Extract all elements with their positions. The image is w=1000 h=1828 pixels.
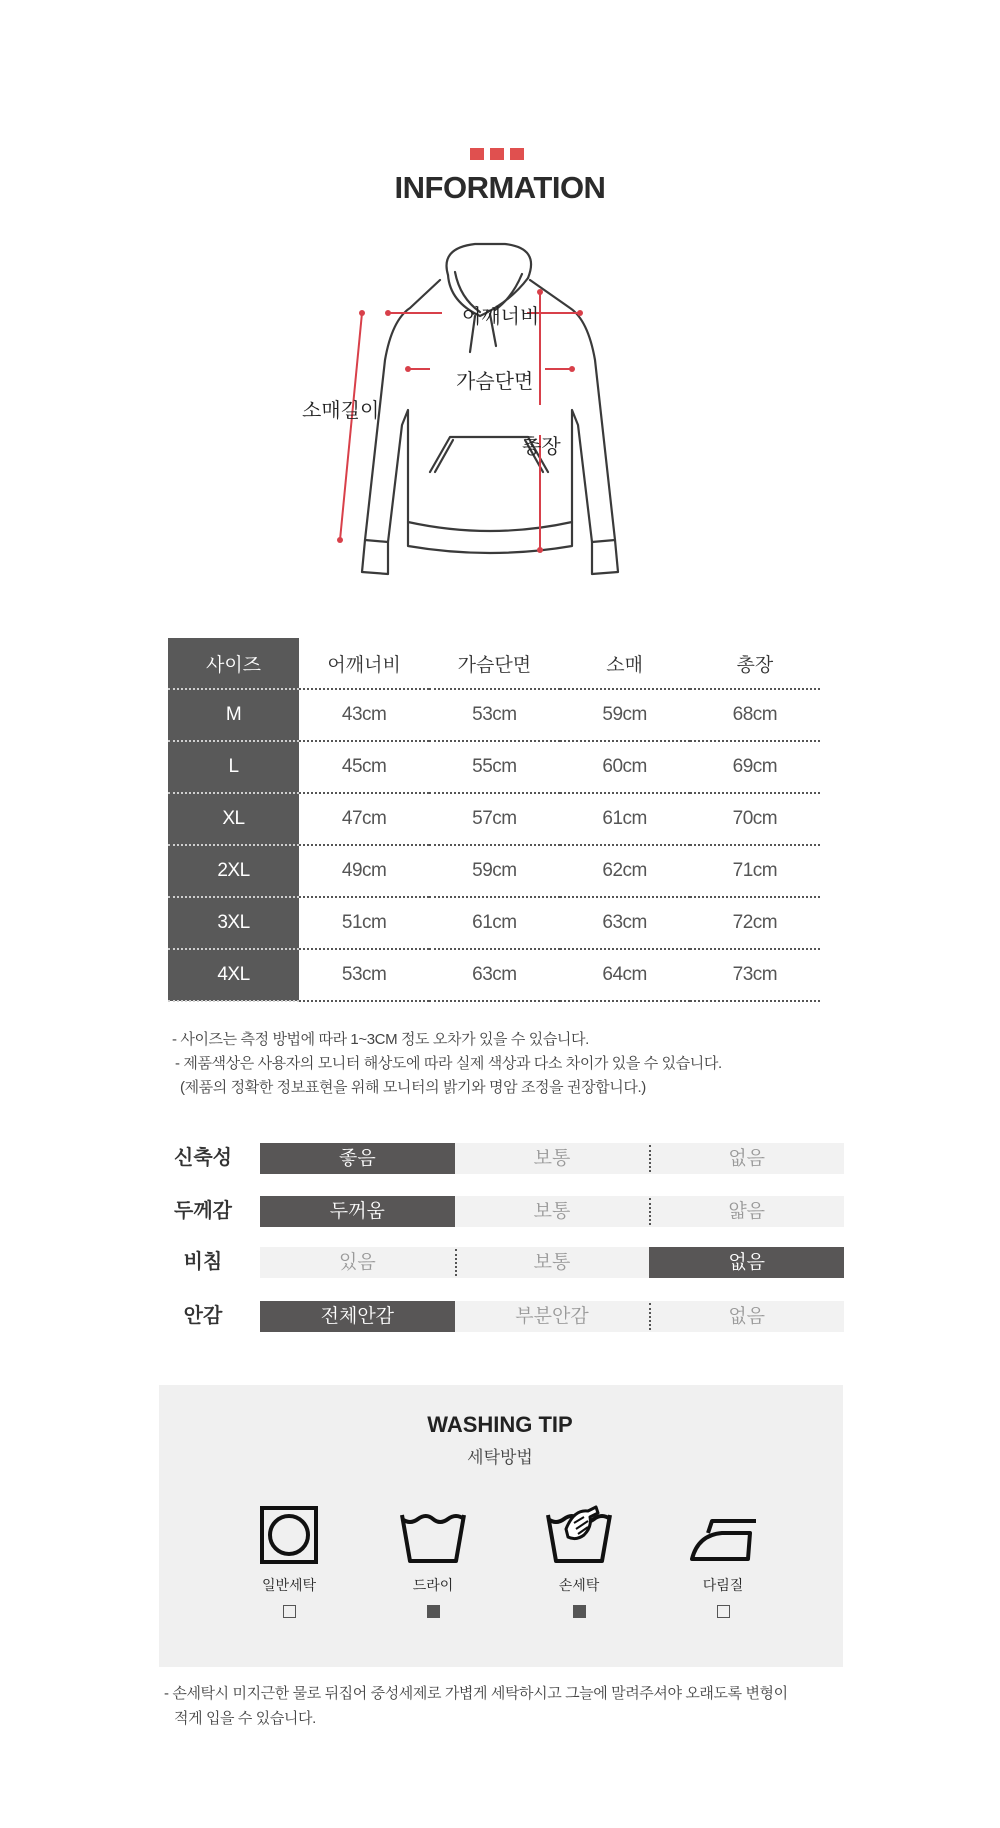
dry-wash-basin-icon: [398, 1505, 468, 1565]
size-cell: 4XL: [168, 949, 299, 1001]
attribute-row-thickness: [168, 1196, 844, 1227]
note-line: - 제품색상은 사용자의 모니터 해상도에 따라 실제 색상과 다소 차이가 있을 수 있습니다.: [175, 1055, 722, 1072]
attribute-label: 신축성: [174, 1147, 232, 1169]
attribute-row-stretch: [168, 1143, 844, 1174]
attribute-scale: [260, 1301, 844, 1332]
size-notes: [172, 1028, 722, 1100]
attribute-scale: [260, 1247, 844, 1278]
table-row: [168, 949, 820, 1001]
size-table-header: 어깨너비: [299, 638, 429, 689]
table-cell: 60cm: [560, 741, 690, 793]
table-cell: 43cm: [299, 689, 429, 741]
table-cell: 73cm: [690, 949, 820, 1001]
washing-tip-title: WASHING TIP: [427, 1412, 573, 1437]
wash-item-label: 다림질: [702, 1577, 744, 1593]
table-cell: 70cm: [690, 793, 820, 845]
attribute-option: 없음: [649, 1301, 844, 1332]
size-table: [168, 638, 820, 1002]
attribute-row-lining: [168, 1301, 844, 1332]
attribute-option: 좋음: [260, 1143, 455, 1174]
note-line: - 사이즈는 측정 방법에 따라 1~3CM 정도 오차가 있을 수 있습니다.: [172, 1031, 589, 1048]
table-cell: 63cm: [429, 949, 559, 1001]
wash-item-dry: [373, 1505, 493, 1618]
size-cell: XL: [168, 793, 299, 845]
wash-item-label: 일반세탁: [261, 1577, 317, 1593]
table-cell: 55cm: [429, 741, 559, 793]
table-cell: 59cm: [429, 845, 559, 897]
wash-item-checkbox: [283, 1605, 296, 1618]
table-cell: 53cm: [299, 949, 429, 1001]
size-table-header: 사이즈: [168, 638, 299, 689]
page-title: INFORMATION: [394, 170, 606, 205]
size-cell: 3XL: [168, 897, 299, 949]
washing-note: [164, 1681, 788, 1731]
washing-tip-subtitle: 세탁방법: [467, 1448, 533, 1467]
attribute-scale: [260, 1196, 844, 1227]
note-line: 적게 입을 수 있습니다.: [174, 1710, 316, 1727]
table-cell: 68cm: [690, 689, 820, 741]
chest-width-label: 가슴단면: [456, 371, 534, 393]
attribute-option: 보통: [455, 1247, 650, 1278]
note-line: (제품의 정확한 정보표현을 위해 모니터의 밝기와 명암 조정을 권장합니다.): [180, 1079, 646, 1096]
hand-wash-icon: [544, 1505, 614, 1565]
table-cell: 61cm: [429, 897, 559, 949]
size-table-header-row: [168, 638, 820, 689]
table-row: [168, 897, 820, 949]
attribute-option: 없음: [649, 1143, 844, 1174]
attribute-option: 부분안감: [515, 1306, 589, 1327]
table-cell: 72cm: [690, 897, 820, 949]
wash-item-checkbox: [573, 1605, 586, 1618]
wash-item-label: 드라이: [412, 1577, 454, 1593]
table-cell: 53cm: [429, 689, 559, 741]
table-cell: 62cm: [560, 845, 690, 897]
attribute-option: 두꺼움: [260, 1196, 455, 1227]
table-cell: 51cm: [299, 897, 429, 949]
wash-item-checkbox: [717, 1605, 730, 1618]
attribute-label: 비침: [183, 1251, 223, 1273]
table-cell: 71cm: [690, 845, 820, 897]
attribute-label: 두께감: [174, 1200, 232, 1222]
iron-icon: [686, 1505, 760, 1565]
total-length-label: 총장: [522, 436, 561, 458]
size-cell: 2XL: [168, 845, 299, 897]
table-cell: 63cm: [560, 897, 690, 949]
attribute-scale: [260, 1143, 844, 1174]
note-line: - 손세탁시 미지근한 물로 뒤집어 중성세제로 가볍게 세탁하시고 그늘에 말려주셔야 오래도록 변형이: [164, 1685, 788, 1702]
attribute-option: 얇음: [649, 1196, 844, 1227]
table-cell: 49cm: [299, 845, 429, 897]
sleeve-length-label: 소매길이: [302, 400, 380, 422]
attribute-row-sheerness: [168, 1247, 844, 1278]
table-cell: 69cm: [690, 741, 820, 793]
header-accent-squares: [470, 148, 530, 160]
wash-item-iron: [663, 1505, 783, 1618]
size-table-header: 소매: [560, 638, 690, 689]
wash-item-hand: [519, 1505, 639, 1618]
table-cell: 59cm: [560, 689, 690, 741]
attribute-option: 없음: [649, 1247, 844, 1278]
attribute-option: 있음: [338, 1252, 376, 1273]
table-row: [168, 793, 820, 845]
tumble-wash-icon: [259, 1505, 319, 1565]
shoulder-width-label: 어깨너비: [462, 306, 540, 328]
table-row: [168, 689, 820, 741]
table-cell: 45cm: [299, 741, 429, 793]
attribute-option: 보통: [533, 1201, 571, 1222]
table-row: [168, 741, 820, 793]
size-table-header: 총장: [690, 638, 820, 689]
table-cell: 57cm: [429, 793, 559, 845]
size-cell: L: [168, 741, 299, 793]
table-cell: 61cm: [560, 793, 690, 845]
wash-item-checkbox: [427, 1605, 440, 1618]
size-cell: M: [168, 689, 299, 741]
attribute-option: 보통: [533, 1148, 571, 1169]
table-cell: 64cm: [560, 949, 690, 1001]
table-cell: 47cm: [299, 793, 429, 845]
wash-item-label: 손세탁: [558, 1577, 600, 1593]
attribute-option: 전체안감: [260, 1301, 455, 1332]
size-table-header: 가슴단면: [429, 638, 559, 689]
attribute-label: 안감: [183, 1305, 223, 1327]
table-row: [168, 845, 820, 897]
wash-item-general: [229, 1505, 349, 1618]
